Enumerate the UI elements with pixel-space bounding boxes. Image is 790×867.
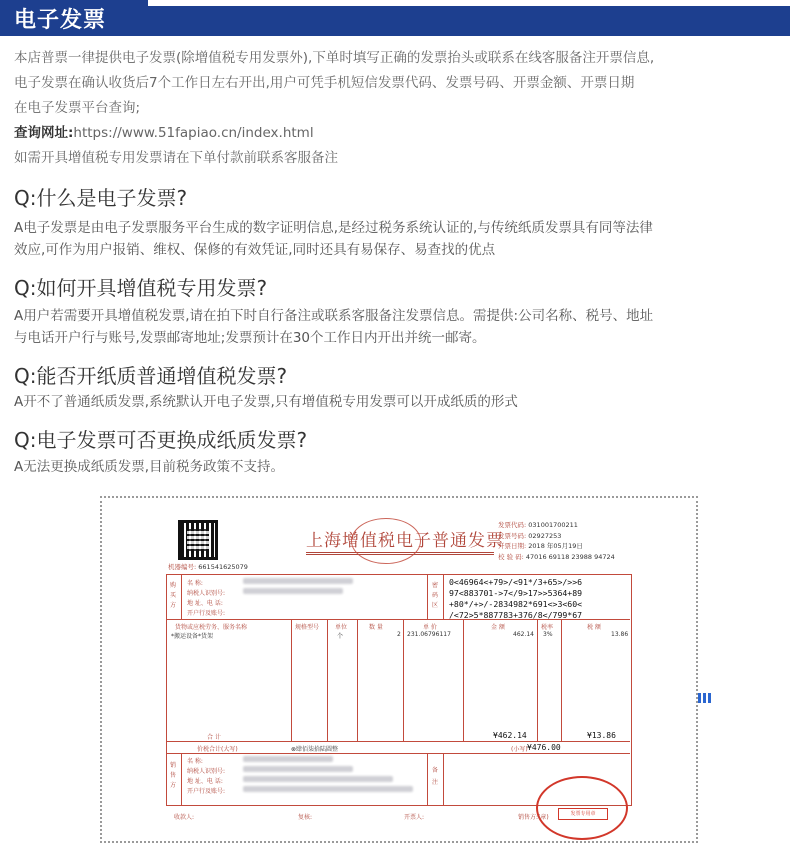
query-url: https://www.51fapiao.cn/index.html (73, 125, 314, 141)
qr-code-icon (178, 520, 218, 560)
col-rate: 税率 (541, 624, 554, 631)
intro-text (14, 46, 784, 171)
payee-label: 收款人: (174, 814, 195, 821)
reviewer-label: 复核: (298, 814, 313, 821)
answer-line: A无法更换成纸质发票,目前税务政策不支持。 (14, 459, 285, 475)
buyer-bank-label: 开户行及账号: (187, 610, 226, 617)
total-small: ¥476.00 (527, 743, 561, 752)
cipher-line: +80*/+>/-2834982*691<>3<60< (449, 599, 583, 609)
invoice-code: 031001700211 (528, 521, 578, 529)
cipher-line: /<72>5*887783+376/8</799*67 (449, 610, 583, 620)
redacted-field (243, 756, 333, 762)
sum-amount: ¥462.14 (493, 731, 527, 740)
seller-addr-label: 地 址、电 话: (187, 778, 223, 785)
total-label: 价税合计(大写) (197, 746, 238, 753)
header-bar (148, 6, 790, 36)
faq-question: Q:电子发票可否更换成纸质发票? (14, 428, 308, 452)
item-qty: 2 (397, 631, 401, 638)
section-header (0, 0, 790, 36)
invoice-number: 02927253 (528, 531, 562, 540)
invoice-date: 2018 年05月19日 (528, 542, 583, 550)
intro-line: 本店普票一律提供电子发票(除增值税专用发票外),下单时填写正确的发票抬头或联系在线客服备注开票信息, (14, 50, 655, 66)
pagination-indicator-icon (698, 688, 716, 698)
col-goods: 货物或应税劳务、服务名称 (175, 624, 248, 631)
invoice-table (166, 574, 632, 806)
col-qty: 数 量 (369, 624, 383, 631)
invoice-image-frame (100, 496, 698, 843)
faq-answer (14, 456, 784, 478)
item-name: *搬运设备*货架 (171, 633, 214, 640)
answer-line: A开不了普通纸质发票,系统默认开电子发票,只有增值税专用发票可以开成纸质的形式 (14, 394, 518, 410)
cipher-area (449, 577, 582, 621)
total-words: ⊗肆佰柒拾陆圆整 (291, 746, 339, 753)
col-price: 单 价 (423, 624, 437, 631)
seller-sign-label: 销售方:(章) (518, 814, 549, 821)
note-side-label: 备注 (432, 767, 439, 786)
item-price: 231.06796117 (407, 631, 451, 638)
redacted-field (243, 786, 413, 792)
total-small-label: (小写) (511, 746, 528, 753)
date-label: 开票日期: (498, 542, 527, 550)
machine-label: 机器编号: (168, 563, 197, 571)
intro-line: 在电子发票平台查询; (14, 100, 141, 116)
redacted-field (243, 776, 393, 782)
col-spec: 规格型号 (295, 624, 320, 631)
faq-question: Q:什么是电子发票? (14, 186, 188, 210)
invoice-sample (166, 518, 660, 830)
answer-line: A用户若需要开具增值税发票,请在拍下时自行备注或联系客服备注发票信息。需提供:公司名称、税号、地址 (14, 308, 654, 324)
machine-number (168, 562, 248, 571)
drawer-label: 开票人: (404, 814, 425, 821)
buyer-addr-label: 地 址、电 话: (187, 600, 223, 607)
faq-answer (14, 217, 784, 261)
intro-line: 如需开具增值税专用发票请在下单付款前联系客服备注 (14, 150, 338, 166)
invoice-title: 上海增值税电子普通发票 (306, 531, 504, 551)
faq-question: Q:能否开纸质普通增值税发票? (14, 364, 288, 388)
redacted-field (243, 588, 343, 594)
item-unit: 个 (337, 633, 344, 640)
seal-text: 发票专用章 (558, 808, 608, 820)
faq-question: Q:如何开具增值税专用发票? (14, 276, 268, 300)
cipher-line: 0<46964<+79>/<91*/3+65>/>>6 (449, 577, 583, 587)
answer-line: 效应,可作为用户报销、维权、保修的有效凭证,同时还具有易保存、易查找的优点 (14, 242, 496, 258)
code-label: 发票代码: (498, 521, 527, 529)
col-tax: 税 额 (587, 624, 601, 631)
item-rate: 3% (543, 631, 553, 638)
redacted-field (243, 578, 353, 584)
tax-seal-icon (351, 518, 421, 564)
buyer-name-label: 名 称: (187, 580, 203, 587)
cipher-line: 97<883701->7</9>17>>5364+89 (449, 588, 583, 598)
invoice-meta (498, 520, 615, 562)
item-tax: 13.86 (611, 631, 629, 638)
buyer-side-label: 购买方 (170, 582, 177, 609)
query-label: 查询网址: (14, 125, 74, 141)
intro-line: 电子发票在确认收货后7个工作日左右开出,用户可凭手机短信发票代码、发票号码、开票金额、开票日期 (14, 75, 635, 91)
answer-line: 与电话开户行与账号,发票邮寄地址;发票预计在30个工作日内开出并统一邮寄。 (14, 330, 486, 346)
buyer-tax-label: 纳税人识别号: (187, 590, 226, 597)
seller-name-label: 名 称: (187, 758, 203, 765)
cipher-side-label: 密码区 (432, 582, 439, 609)
check-code: 47016 69118 23988 94724 (525, 552, 615, 561)
machine-value: 661541625079 (198, 563, 248, 571)
seller-side-label: 销售方 (170, 762, 177, 789)
sum-tax: ¥13.86 (587, 731, 616, 740)
item-amount: 462.14 (513, 631, 534, 638)
check-label: 校 验 码: (498, 552, 524, 561)
col-unit: 单位 (335, 624, 348, 631)
faq-answer (14, 305, 784, 349)
answer-line: A电子发票是由电子发票服务平台生成的数字证明信息,是经过税务系统认证的,与传统纸质发票具有同等法律 (14, 220, 653, 236)
seller-tax-label: 纳税人识别号: (187, 768, 226, 775)
seller-bank-label: 开户行及账号: (187, 788, 226, 795)
page-title: 电子发票 (14, 8, 107, 33)
faq-answer (14, 391, 784, 413)
sum-label: 合 计 (207, 734, 221, 741)
query-line (14, 121, 784, 146)
number-label: 发票号码: (498, 531, 527, 540)
redacted-field (243, 766, 353, 772)
col-amount: 金 额 (491, 624, 505, 631)
